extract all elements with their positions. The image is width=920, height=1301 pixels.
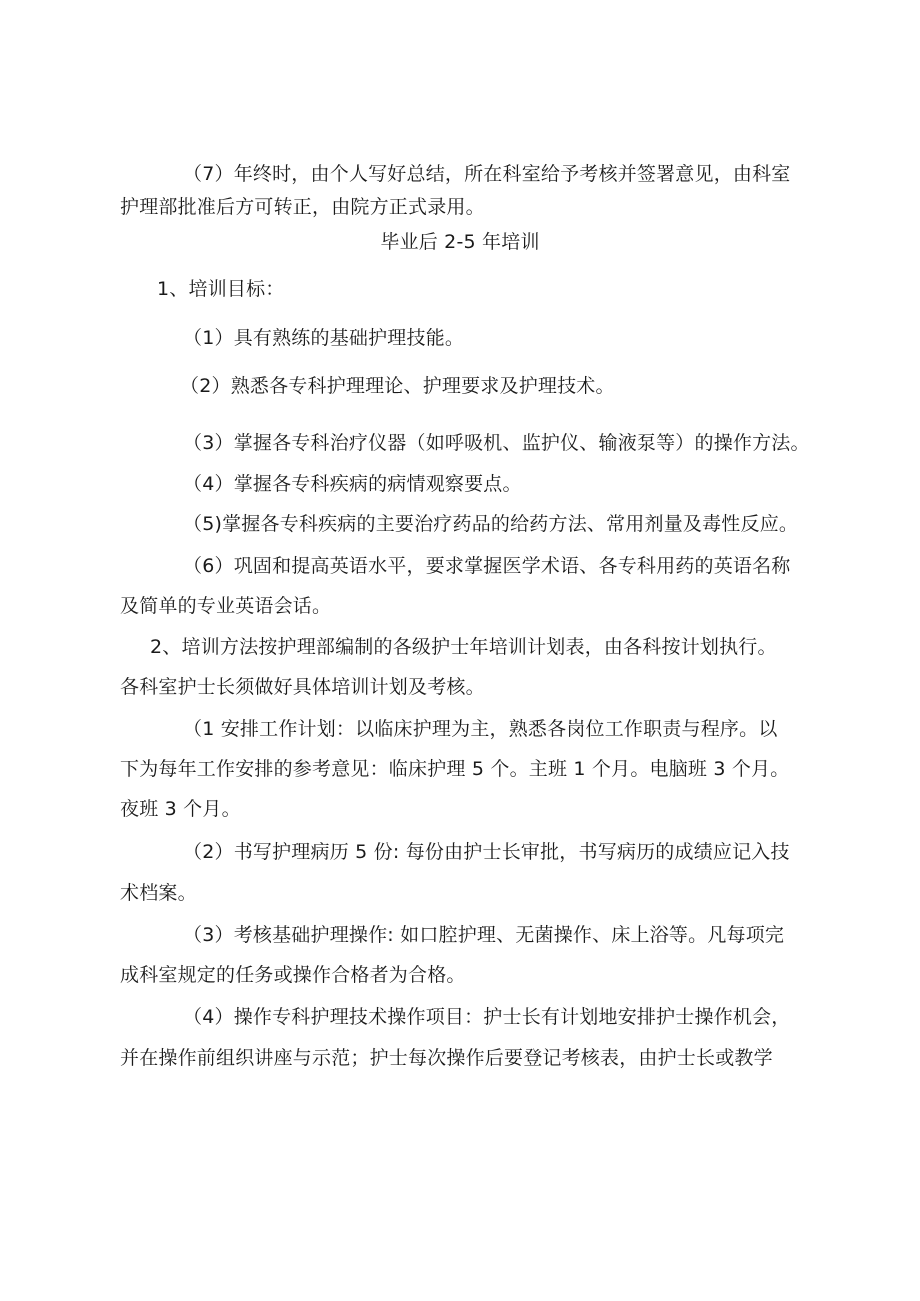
methods-heading-line-1: 2、培训方法按护理部编制的各级护士年培训计划表，由各科按计划执行。 <box>150 636 777 658</box>
method-3-line-1: （3）考核基础护理操作: 如口腔护理、无菌操作、床上浴等。凡每项完 <box>183 924 785 946</box>
methods-heading-line-2: 各科室护士长须做好具体培训计划及考核。 <box>120 676 485 698</box>
method-3-line-2: 成科室规定的任务或操作合格者为合格。 <box>120 964 466 986</box>
goal-item-1: （1）具有熟练的基础护理技能。 <box>183 327 465 349</box>
goal-item-6-line-1: （6）巩固和提高英语水平，要求掌握医学术语、各专科用药的英语名称 <box>183 555 791 577</box>
goal-item-3: （3）掌握各专科治疗仪器（如呼吸机、监护仪、输液泵等）的操作方法。 <box>183 432 810 454</box>
section-title: 毕业后 2-5 年培训 <box>380 231 540 253</box>
goals-heading: 1、培训目标： <box>157 278 285 300</box>
method-2-line-2: 术档案。 <box>120 882 197 904</box>
method-4-line-2: 并在操作前组织讲座与示范；护士每次操作后要登记考核表，由护士长或教学 <box>120 1047 773 1069</box>
goal-item-6-line-2: 及简单的专业英语会话。 <box>120 595 332 617</box>
method-2-line-1: （2）书写护理病历 5 份: 每份由护士长审批，书写病历的成绩应记入技 <box>183 841 790 863</box>
goal-item-2: （2）熟悉各专科护理理论、护理要求及护理技术。 <box>180 375 615 397</box>
method-1-line-1: （1 安排工作计划：以临床护理为主，熟悉各岗位工作职责与程序。以 <box>183 718 778 740</box>
item-7-line-1: （7）年终时，由个人写好总结，所在科室给予考核并签署意见，由科室 <box>183 163 791 185</box>
goal-item-5: （5)掌握各专科疾病的主要治疗药品的给药方法、常用剂量及毒性反应。 <box>183 513 799 535</box>
method-1-line-3: 夜班 3 个月。 <box>120 798 241 820</box>
item-7-line-2: 护理部批准后方可转正，由院方正式录用。 <box>120 196 485 218</box>
goal-item-4: （4）掌握各专科疾病的病情观察要点。 <box>183 473 522 495</box>
method-4-line-1: （4）操作专科护理技术操作项目：护士长有计划地安排护士操作机会， <box>183 1006 791 1028</box>
method-1-line-2: 下为每年工作安排的参考意见：临床护理 5 个。主班 1 个月。电脑班 3 个月。 <box>120 758 790 780</box>
